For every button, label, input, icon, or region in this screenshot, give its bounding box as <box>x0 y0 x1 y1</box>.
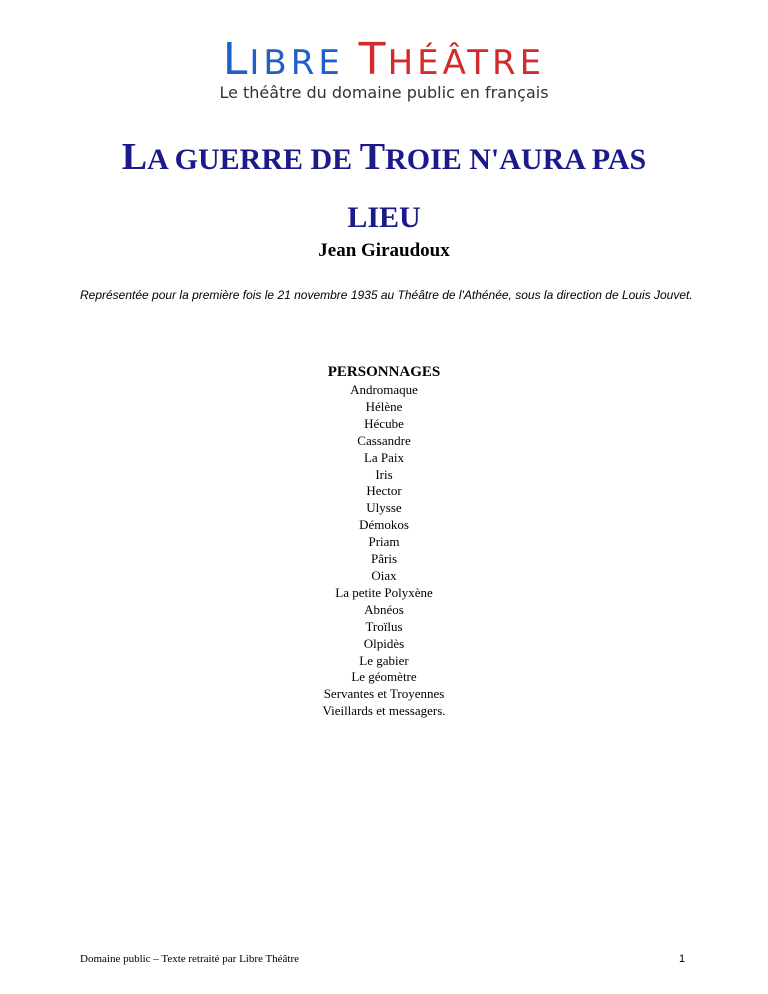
cast-item: Priam <box>368 534 400 550</box>
title-rest-1: A GUERRE DE <box>147 143 360 176</box>
premiere-note: Représentée pour la première fois le 21 novembre 1935 au Théâtre de l'Athénée, sous la direction de Louis Jouvet. <box>80 288 693 302</box>
cast-item: Oiax <box>371 567 397 583</box>
title-cap-1: L <box>121 136 148 178</box>
cast-item: La petite Polyxène <box>335 584 433 600</box>
cast-item: Hector <box>366 483 402 499</box>
cast-item: Le gabier <box>359 652 409 668</box>
cast-item: Cassandre <box>357 432 411 448</box>
title-line-2: LIEU <box>347 201 421 234</box>
cast-item: Démokos <box>359 517 409 533</box>
cast-item: Abnéos <box>364 601 404 617</box>
cast-item: Pâris <box>371 551 397 567</box>
cast-item: Iris <box>375 466 393 482</box>
cast-item: Olpidès <box>363 635 405 651</box>
logo-word2-initial: T <box>358 34 388 85</box>
logo-word2-rest: HÉÂTRE <box>387 43 546 83</box>
cast-item: Servantes et Troyennes <box>323 686 445 702</box>
logo-tagline: Le théâtre du domaine public en français <box>219 83 549 102</box>
title-rest-2: ROIE N'AURA PAS <box>385 143 647 176</box>
cast-section <box>0 362 768 720</box>
page-number: 1 <box>679 953 686 965</box>
cast-list <box>0 382 768 720</box>
document-title <box>60 128 708 247</box>
cast-item: Ulysse <box>366 500 402 516</box>
cast-item: Hélène <box>365 398 403 414</box>
title-cap-2: T <box>359 136 386 178</box>
cast-item: Le géomètre <box>351 669 417 685</box>
site-logo <box>0 34 768 103</box>
logo-word1-initial: L <box>222 34 250 85</box>
cast-item: Vieillards et messagers. <box>322 703 446 719</box>
cast-item: Troïlus <box>365 618 403 634</box>
cast-item: Andromaque <box>350 382 418 397</box>
cast-item: La Paix <box>363 449 405 465</box>
cast-heading: PERSONNAGES <box>327 364 441 380</box>
logo-word1-rest: IBRE <box>249 43 344 83</box>
cast-item: Hécube <box>364 415 404 431</box>
footer-credit: Domaine public – Texte retraité par Libre Théâtre <box>80 953 300 965</box>
logo-wordmark <box>0 34 768 85</box>
author-name: Jean Giraudoux <box>318 240 450 261</box>
